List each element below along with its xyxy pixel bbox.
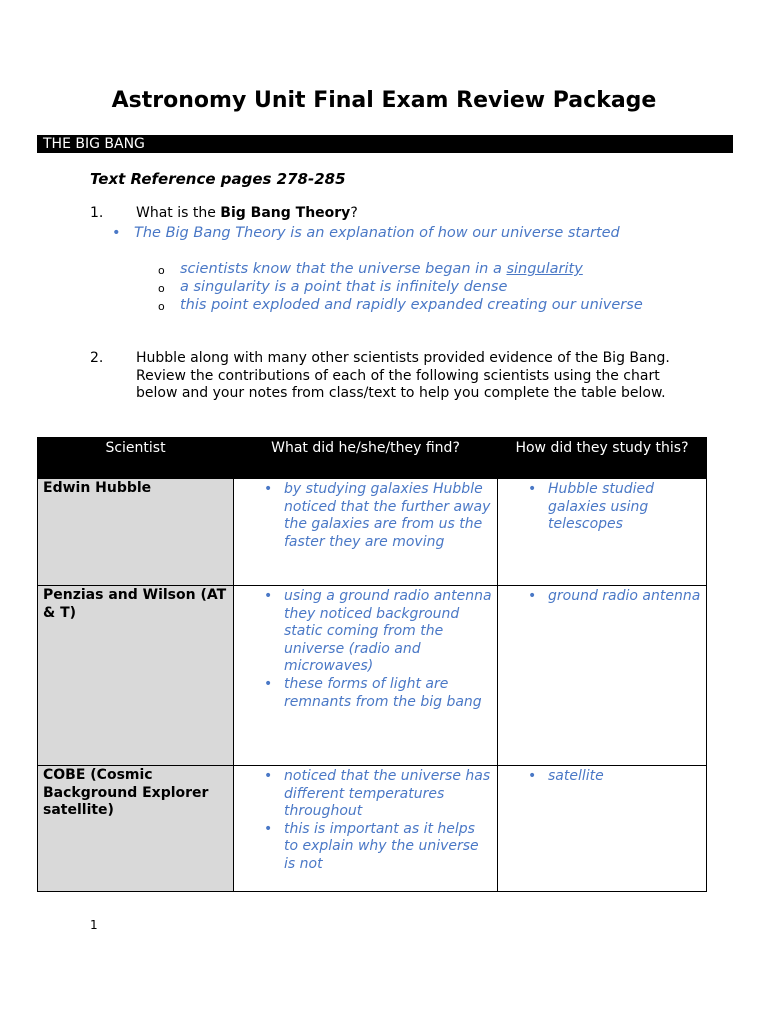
table-row [38,586,707,766]
find-cell [234,479,498,586]
column-header-find: What did he/she/they find? [234,438,498,479]
study-cell [498,479,707,586]
bullet-icon: • [112,225,121,241]
question-2 [90,350,690,422]
circle-bullet-icon: o [158,300,165,313]
sub-bullet [158,260,678,280]
circle-bullet-icon: o [158,264,165,277]
question-text: What is the Big Bang Theory? [136,205,358,221]
bullet-icon: • [528,588,537,604]
bullet-icon: • [264,768,273,784]
circle-bullet-icon: o [158,282,165,295]
scientists-table [37,437,707,892]
find-cell [234,586,498,766]
study-cell [498,586,707,766]
question-number: 1. [90,205,104,221]
list-item: • satellite [528,768,604,784]
list-item: • by studying galaxies Hubble noticed that the further away the galaxies are from us the faster they are moving [264,481,491,550]
list-item: • this is important as it helps to explain why the universe is not [264,820,479,872]
bullet-icon: • [264,588,273,604]
list-item: • ground radio antenna [528,588,701,604]
answer-text: The Big Bang Theory is an explanation of how our universe started [134,225,620,241]
table-header-row [38,438,707,479]
sub-bullet-text: scientists know that the universe began in a singularity [180,261,583,277]
bullet-icon: • [264,675,273,692]
list-item: • using a ground radio antenna they noticed background static coming from the universe (radio and microwaves) [264,588,492,675]
bullet-icon: • [264,481,273,497]
question-1 [90,205,710,225]
scientist-cell: Edwin Hubble [38,479,234,586]
page-number: 1 [90,918,98,932]
section-header-label: THE BIG BANG [43,136,145,152]
list-item: • these forms of light are remnants from the big bang [264,675,482,710]
text-reference: Text Reference pages 278-285 [90,170,346,188]
table-row [38,479,707,586]
question-number: 2. [90,350,104,366]
bullet-icon: • [528,481,537,497]
answer-bullet [112,224,672,264]
sub-bullet-text: this point exploded and rapidly expanded creating our universe [180,297,643,313]
column-header-study: How did they study this? [498,438,707,479]
section-header-bar [37,135,733,153]
study-cell [498,766,707,892]
sub-bullet [158,296,678,336]
scientist-cell: Penzias and Wilson (AT & T) [38,586,234,766]
column-header-scientist: Scientist [38,438,234,479]
document-title: Astronomy Unit Final Exam Review Package [111,88,657,113]
question-text: Hubble along with many other scientists provided evidence of the Big Bang. Review the contributions of each of the following scientists using the chart below and your notes from class/text to help you complete the table below. [136,350,670,401]
find-cell [234,766,498,892]
list-item: • noticed that the universe has different temperatures throughout [264,768,491,820]
bullet-icon: • [264,820,273,837]
scientist-cell: COBE (Cosmic Background Explorer satellite) [38,766,234,892]
table-row [38,766,707,892]
bullet-icon: • [528,768,537,784]
list-item: • Hubble studied galaxies using telescopes [528,481,655,533]
sub-bullet-text: a singularity is a point that is infinitely dense [180,279,508,295]
sub-bullet [158,278,678,298]
